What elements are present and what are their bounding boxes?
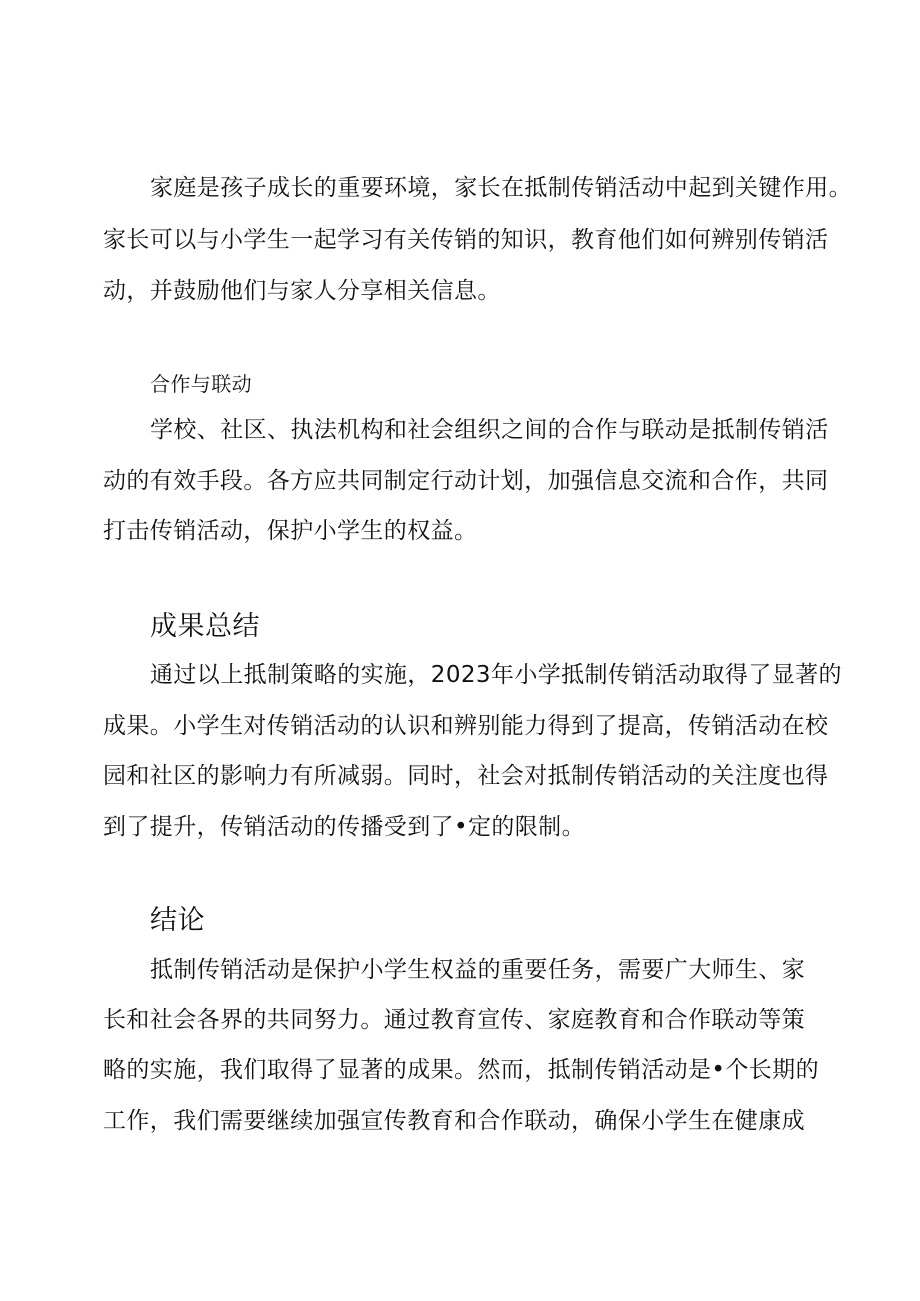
section-subheading: 合作与联动 xyxy=(150,372,252,396)
section-heading: 成果总结 xyxy=(150,611,260,642)
paragraph-line: 园和社区的影响力有所减弱。同时，社会对抵制传销活动的关注度也得 xyxy=(103,763,829,789)
paragraph-line: 略的实施，我们取得了显著的成果。然而，抵制传销活动是•个长期的 xyxy=(103,1057,819,1083)
paragraph-line: 抵制传销活动是保护小学生权益的重要任务，需要广大师生、家 xyxy=(150,957,806,983)
paragraph-line: 长和社会各界的共同努力。通过教育宣传、家庭教育和合作联动等策 xyxy=(103,1007,805,1033)
paragraph-line: 动，并鼓励他们与家人分享相关信息。 xyxy=(103,278,501,304)
paragraph-line: 学校、社区、执法机构和社会组织之间的合作与联动是抵制传销活 xyxy=(150,417,829,443)
paragraph-line: 家长可以与小学生一起学习有关传销的知识，教育他们如何辨别传销活 xyxy=(103,227,829,253)
paragraph-line: 通过以上抵制策略的实施，2023年小学抵制传销活动取得了显著的 xyxy=(150,662,842,688)
paragraph-line: 工作，我们需要继续加强宣传教育和合作联动，确保小学生在健康成 xyxy=(103,1108,805,1134)
paragraph-line: 动的有效手段。各方应共同制定行动计划，加强信息交流和合作，共同 xyxy=(103,468,829,494)
paragraph-line: 打击传销活动，保护小学生的权益。 xyxy=(103,518,478,544)
section-heading: 结论 xyxy=(150,905,205,936)
paragraph-line: 到了提升，传销活动的传播受到了•定的限制。 xyxy=(103,814,585,840)
paragraph-line: 成果。小学生对传销活动的认识和辨别能力得到了提高，传销活动在校 xyxy=(103,713,829,739)
paragraph-line: 家庭是孩子成长的重要环境，家长在抵制传销活动中起到关键作用。 xyxy=(150,175,852,201)
